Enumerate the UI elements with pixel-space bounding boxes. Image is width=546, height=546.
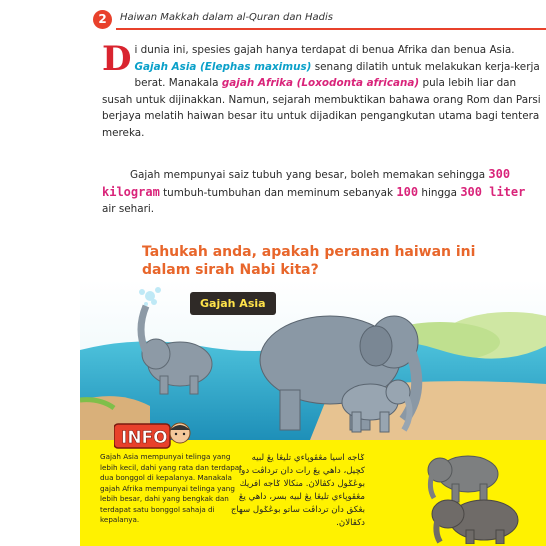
asia-species-name: Gajah Asia (Elephas maximus) bbox=[134, 60, 312, 73]
africa-species-name: gajah Afrika (Loxodonta africana) bbox=[221, 77, 420, 89]
header-title: Haiwan Makkah dalam al-Quran dan Hadis bbox=[120, 12, 333, 23]
info-jawi-text: ݢاجه اسيا مڠڤوڽاءي تليڠا يڠ لبيه كچيل، داهي يڠ رات دان ترداڤت دوا بوڠݢول دكڤالاڽ. منكالا ݢاجه افريك مڠڤوڽاءي تليڠا يڠ لبيه بسر، داهي يڠ بڠکق دان ترداڤت ساتو بوڠݢول سهاج دكڤالاڽ. bbox=[230, 453, 365, 528]
elephant-illustration bbox=[80, 280, 546, 440]
facts-text-1: Gajah mempunyai saiz tubuh yang besar, boleh memakan sehingga bbox=[130, 169, 486, 181]
food-amount: 300 kilogram bbox=[102, 167, 511, 199]
header-divider bbox=[116, 28, 546, 30]
question-heading: Tahukah anda, apakah peranan haiwan ini dalam sirah Nabi kita? bbox=[142, 244, 476, 278]
facts-text-4: air sehari. bbox=[102, 203, 155, 215]
info-badge bbox=[114, 420, 196, 450]
facts-text-2: tumbuh-tumbuhan dan meminum sebanyak bbox=[163, 186, 394, 199]
intro-text-2: senang dilatih untuk melakukan kerja-kerja berat. Manakala bbox=[134, 60, 540, 89]
page-header bbox=[80, 8, 546, 30]
facts-paragraph bbox=[102, 166, 542, 218]
info-badge-label: INFO bbox=[121, 428, 168, 448]
water-max: 300 liter bbox=[460, 184, 526, 199]
water-min: 100 bbox=[396, 184, 419, 199]
intro-text-3: pula lebih liar dan susah untuk dijinakkan. Namun, sejarah membuktikan bahawa orang Rom dan Parsi berjaya melatih haiwan besar itu untuk dijadikan pengangkutan utama bagi tentera mereka. bbox=[102, 77, 541, 139]
info-elephants-photo bbox=[368, 444, 538, 544]
illustration-tag: Gajah Asia bbox=[190, 292, 276, 315]
intro-paragraph bbox=[102, 39, 542, 141]
page-number: 2 bbox=[93, 10, 112, 29]
info-text: Gajah Asia mempunyai telinga yang lebih kecil, dahi yang rata dan terdapat dua bonggol di kepalanya. Manakala gajah Afrika mempunyai telinga yang lebih besar, dahi yang bengkak dan terdapat satu bonggol sahaja di kepalanya. bbox=[100, 452, 243, 524]
facts-text-3: hingga bbox=[421, 186, 458, 199]
book-page bbox=[80, 0, 546, 546]
intro-text-1: i dunia ini, spesies gajah hanya terdapat di benua Afrika dan benua Asia. bbox=[134, 44, 515, 56]
dropcap: D bbox=[102, 39, 132, 79]
